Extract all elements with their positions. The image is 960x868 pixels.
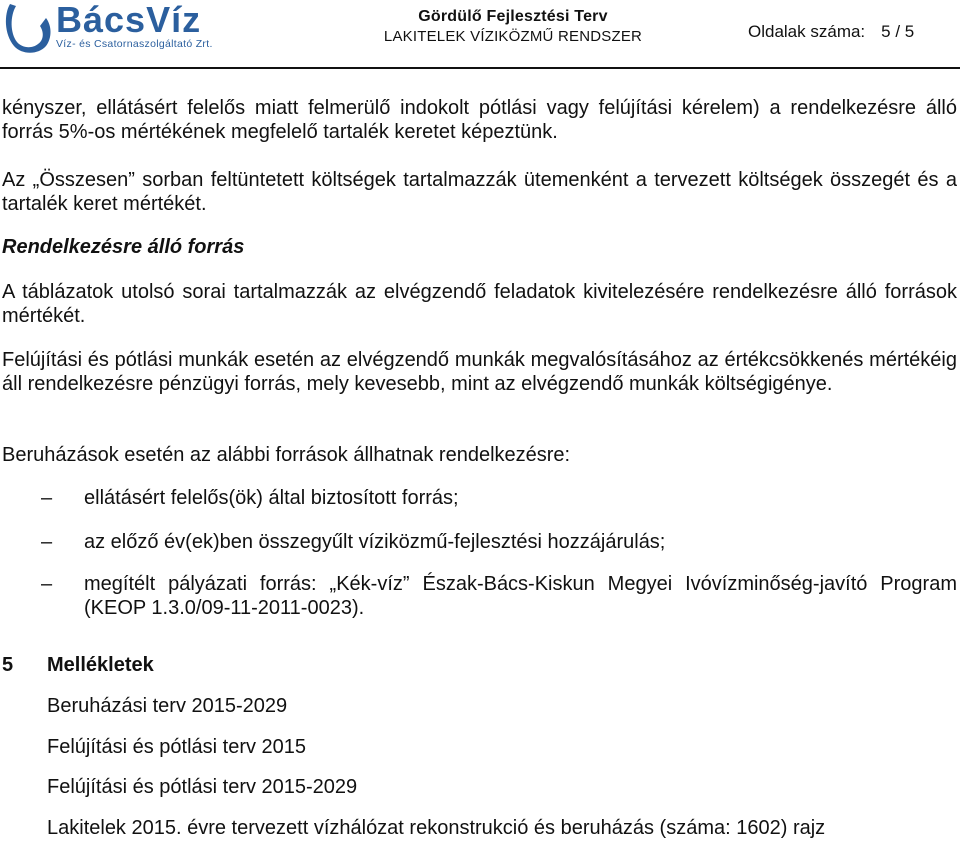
page-label: Oldalak száma: (748, 22, 866, 41)
company-logo (2, 0, 252, 60)
section-title: Mellékletek (47, 654, 154, 676)
header-divider (0, 67, 960, 69)
page-number: 5 / 5 (881, 22, 915, 41)
document-title-block (368, 8, 658, 45)
logo-drop-icon (2, 0, 54, 58)
bullet-dash: – (41, 531, 53, 553)
annex-item: Felújítási és pótlási terv 2015-2029 (47, 776, 358, 798)
paragraph-investments: Beruházások esetén az alábbi források állhatnak rendelkezésre: (2, 444, 571, 466)
bullet-dash: – (41, 487, 53, 509)
annex-item: Lakitelek 2015. évre tervezett vízhálózat rekonstrukció és beruházás (száma: 1602) rajz (47, 817, 826, 839)
section-number: 5 (2, 654, 14, 676)
list-item-text: megítélt pályázati forrás: „Kék-víz” Észak-Bács-Kiskun Megyei Ivóvízminőség-javító Program (KEOP 1.3.0/09-11-2011-0023). (84, 573, 957, 619)
paragraph-total: Az „Összesen” sorban feltüntetett költségek tartalmazzák ütemenként a tervezett költségek összegét és a tartalék keret mértékét. (2, 169, 957, 215)
list-item-text: az előző év(ek)ben összegyűlt víziközmű-fejlesztési hozzájárulás; (84, 531, 666, 553)
list-item-text: ellátásért felelős(ök) által biztosított forrás; (84, 487, 459, 509)
subheading-available-sources: Rendelkezésre álló forrás (2, 236, 245, 258)
annex-item: Felújítási és pótlási terv 2015 (47, 736, 307, 758)
paragraph-tables: A táblázatok utolsó sorai tartalmazzák az elvégzendő feladatok kivitelezésére rendelkezésre álló források mértékét. (2, 281, 957, 327)
page-counter (748, 22, 914, 42)
logo-subtitle: Víz- és Csatornaszolgáltató Zrt. (56, 38, 213, 50)
paragraph-renewal: Felújítási és pótlási munkák esetén az elvégzendő munkák megvalósításához az értékcsökkenés mértékéig áll rendelkezésre pénzügyi forrás, mely kevesebb, mint az elvégzendő munkák költségigénye. (2, 349, 957, 395)
logo-name: BácsVíz (56, 0, 202, 40)
bullet-dash: – (41, 573, 53, 595)
document-subtitle: LAKITELEK VÍZIKÖZMŰ RENDSZER (383, 28, 643, 45)
annex-item: Beruházási terv 2015-2029 (47, 695, 288, 717)
document-title: Gördülő Fejlesztési Terv (418, 8, 608, 25)
paragraph-reserve: kényszer, ellátásért felelős miatt felmerülő indokolt pótlási vagy felújítási kérelem) a rendelkezésre álló forrás 5%-os mértékének megfelelő tartalék keretet képeztünk. (2, 97, 957, 143)
